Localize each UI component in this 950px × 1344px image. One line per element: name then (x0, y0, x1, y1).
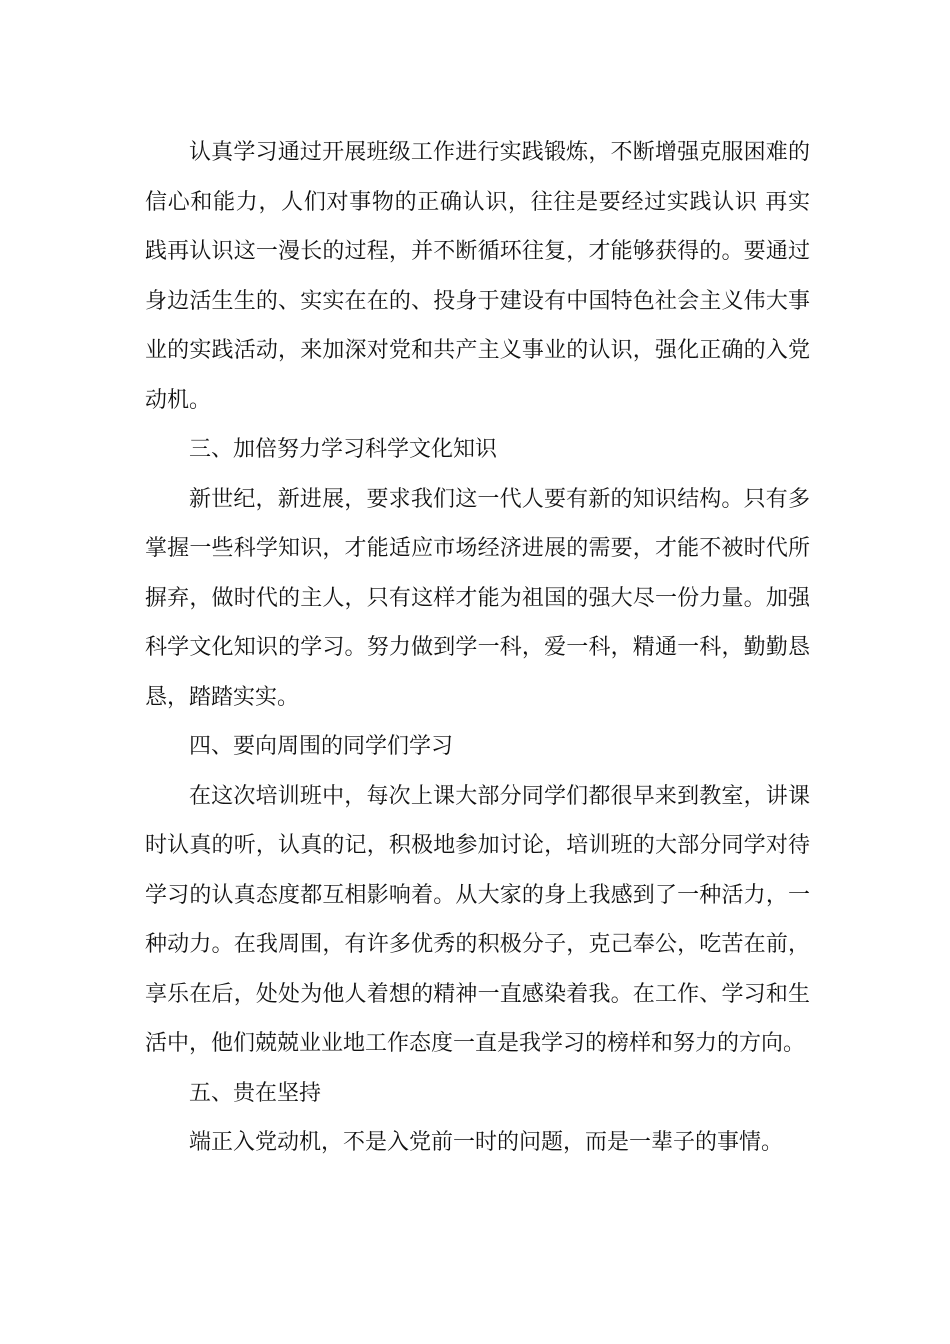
heading-section-four: 四、要向周围的同学们学习 (189, 734, 454, 759)
document-body (145, 128, 810, 1168)
heading-section-five: 五、贵在坚持 (189, 1080, 322, 1106)
paragraph-persistence: 端正入党动机，不是入党前一时的问题，而是一辈子的事情。 (189, 1130, 784, 1155)
paragraph-practice: 认真学习通过开展班级工作进行实践锻炼，不断增强克服困难的信心和能力，人们对事物的正确认识，往往是要经过实践认识 再实践再认识这一漫长的过程，并不断循环往复，才能够获得的。要通过身边活生生的、实实在在的、投身于建设有中国特色社会主义伟大事业的实践活动，来加深对党和共产主义事业的认识，强化正确的入党动机。 (145, 140, 810, 413)
paragraph-classmates: 在这次培训班中，每次上课大部分同学们都很早来到教室，讲课时认真的听，认真的记，积极地参加讨论，培训班的大部分同学对待学习的认真态度都互相影响着。从大家的身上我感到了一种活力，一种动力。在我周围，有许多优秀的积极分子，克己奉公，吃苦在前，享乐在后，处处为他人着想的精神一直感染着我。在工作、学习和生活中，他们兢兢业业地工作态度一直是我学习的榜样和努力的方向。 (145, 783, 810, 1056)
heading-section-three: 三、加倍努力学习科学文化知识 (189, 437, 498, 462)
paragraph-knowledge: 新世纪，新进展，要求我们这一代人要有新的知识结构。只有多掌握一些科学知识，才能适应市场经济进展的需要，才能不被时代所摒弃，做时代的主人，只有这样才能为祖国的强大尽一份力量。加强科学文化知识的学习。努力做到学一科，爱一科，精通一科，勤勤恳恳，踏踏实实。 (145, 486, 810, 710)
